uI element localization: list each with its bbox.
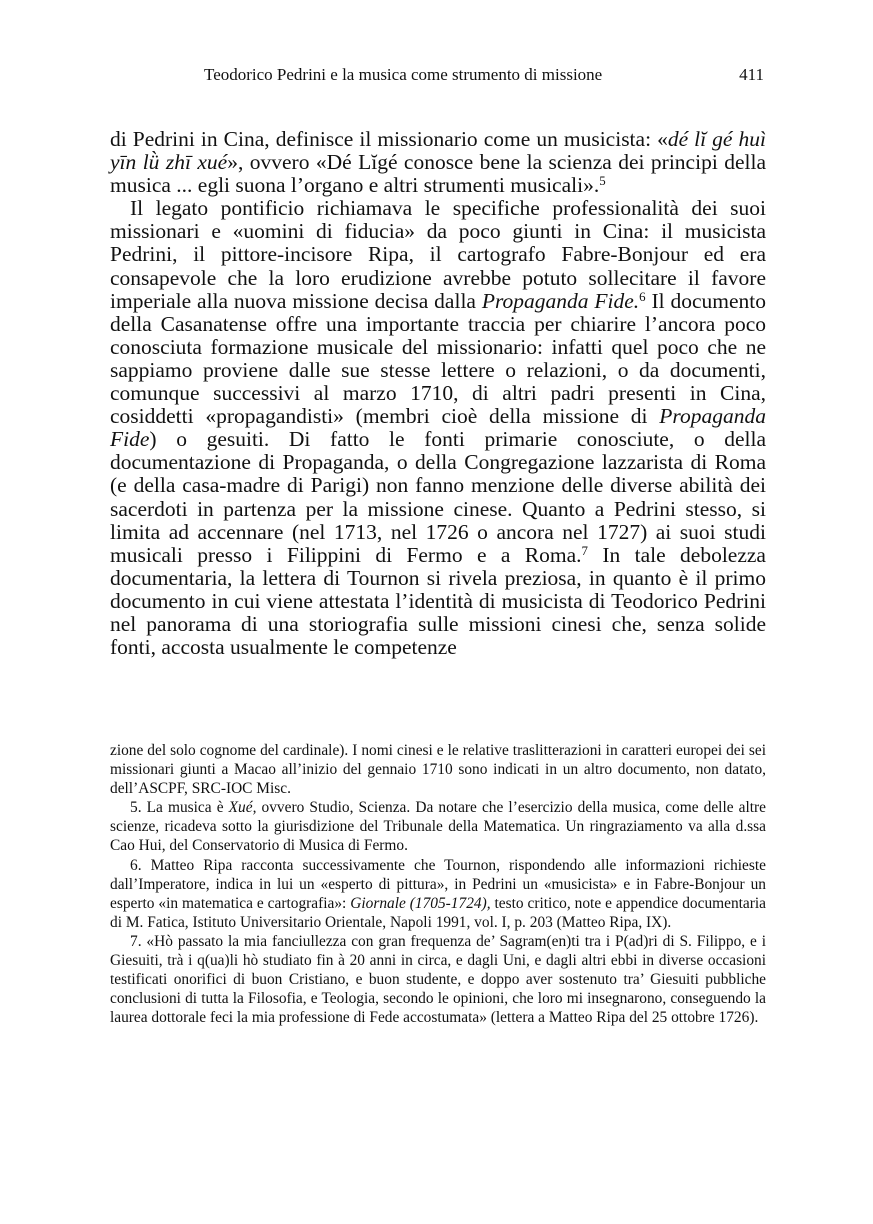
italic-text: Giornale (1705-1724), [350, 894, 491, 912]
text-run: ) o gesuiti. Di fatto le fonti primarie conosciute, o della documentazione di Propaganda, o della Congregazione lazzarista di Roma (e della casa-madre di Parigi) non fanno menzione delle diverse abilità dei sacerdoti in partenza per la missione cinese. Quanto a Pedrini stesso, si limita ad accennare (nel 1713, nel 1726 o ancora nel 1727) ai suoi studi musicali presso i Filippini di Fermo e a Roma. [110, 427, 766, 567]
text-run: testo critico, note e appendice documentaria di M. Fatica, Istituto Universitario Orientale, Napoli 1991, vol. I, p. 203 (Matteo Ripa, IX). [110, 894, 766, 931]
paragraph [110, 197, 766, 659]
paragraph [110, 128, 766, 197]
text-run: In tale debolezza documentaria, la lettera di Tournon si rivela preziosa, in quanto è il primo documento in cui viene attestata l’identità di musicista di Teodorico Pedrini nel panorama di una storiografia sulle missioni cinesi che, senza solide fonti, accosta usualmente le competenze [110, 542, 766, 660]
footnote-continuation: zione del solo cognome del cardinale). I nomi cinesi e le relative traslitterazioni in caratteri europei dei sei missionari giunti a Macao all’inizio del gennaio 1710 sono indicati in un altro documento, non datato, dell’ASCPF, SRC-IOC Misc. [110, 742, 766, 798]
footnote-marker: 5 [599, 174, 606, 189]
running-head [204, 64, 764, 86]
text-run: di Pedrini in Cina, definisce il missionario come un musicista: « [110, 127, 668, 151]
main-text [110, 128, 766, 659]
italic-text: Propaganda Fide. [481, 288, 640, 313]
text-run: 5. La musica è [130, 799, 229, 817]
text-run: 6. Matteo Ripa racconta successivamente che Tournon, rispondendo alle informazioni richieste dall’Imperatore, indica in lui un «esperto di pittura», in Pedrini un «musicista» e in Fabre-Bonjour un esperto «in matematica e cartografia»: [110, 856, 766, 912]
italic-text: dé lĭ gé huì yīn lǜ zhī xué [110, 127, 766, 175]
page-number: 411 [739, 65, 764, 84]
italic-text: Propaganda Fide [110, 404, 766, 452]
footnote-5 [110, 798, 766, 855]
running-title: Teodorico Pedrini e la musica come strumento di missione [204, 65, 603, 84]
footnote-marker: 6 [639, 289, 646, 304]
footnote-6 [110, 856, 766, 932]
text-run: Il documento della Casanatense offre una importante traccia per chiarire l’ancora poco conosciuta formazione musicale del missionario: infatti quel poco che ne sappiamo proviene dalle sue stesse lettere o relazioni, o da documenti, comunque successivi al marzo 1710, di altri padri presenti in Cina, cosiddetti «propagandisti» (membri cioè della missione di [110, 288, 766, 429]
footnote-marker: 7 [581, 543, 588, 558]
footnotes [110, 741, 766, 1027]
footnote-7: 7. «Hò passato la mia fanciullezza con gran frequenza de’ Sagram(en)ti tra i P(ad)ri di S. Filippo, e i Giesuiti, trà i q(ua)li hò studiato fin à 20 anni in circa, e dagli Uni, e dagli altri ebbi in diverse occasioni testificati onorifici di buon Cristiano, e buon studente, e doppo aver sostenuto tra’ Giesuiti pubbliche conclusioni di tutta la Filosofia, e Teologia, secondo le opinioni, che loro mi insegnarono, conseguendo la laurea dottorale feci la mia professione di Fede accostumata» (lettera a Matteo Ripa del 25 ottobre 1726). [110, 932, 766, 1027]
text-run: ovvero Studio, Scienza. Da notare che l’esercizio della musica, come delle altre scienze, ricadeva sotto la giurisdizione del Tribunale della Matematica. Un ringraziamento va alla d.ssa Cao Hui, del Conservatorio di Musica di Fermo. [110, 799, 766, 855]
text-run: », ovvero «Dé Lĭgé conosce bene la scienza dei principi della musica ... egli suona l’organo e altri strumenti musicali». [110, 150, 766, 198]
italic-text: Xué, [228, 799, 257, 817]
text-run: Il legato pontificio richiamava le specifiche professionalità dei suoi missionari e «uomini di fiducia» da poco giunti in Cina: il musicista Pedrini, il pittore-incisore Ripa, il cartografo Fabre-Bonjour ed era consapevole che la loro erudizione avrebbe potuto sollecitare il favore imperiale alla nuova missione decisa dalla [110, 196, 766, 313]
